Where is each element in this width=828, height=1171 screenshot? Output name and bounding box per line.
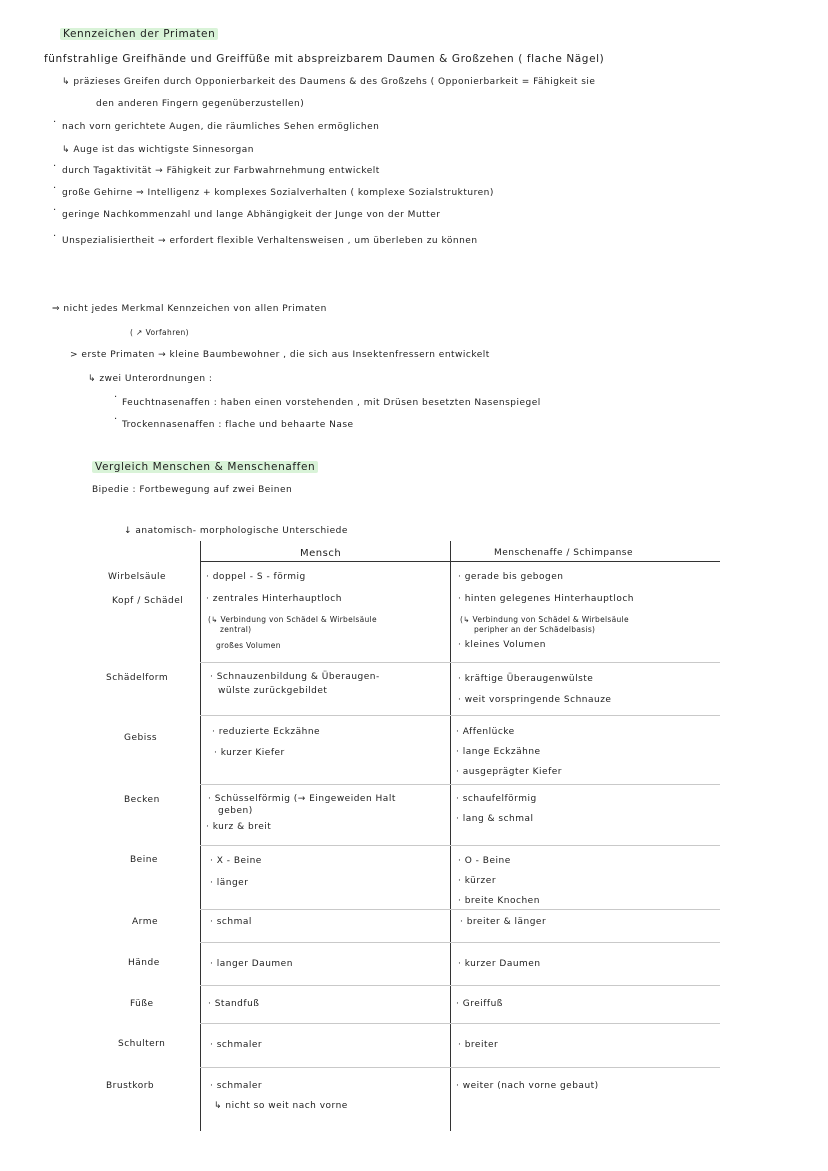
bullet-dot: · xyxy=(114,392,118,403)
notall-line5: Feuchtnasenaffen : haben einen vorstehenden , mit Drüsen besetzten Nasenspiegel xyxy=(122,398,541,408)
row-separator xyxy=(200,784,720,785)
cell-ape: · breiter & länger xyxy=(460,917,547,927)
cell-ape: · kurzer Daumen xyxy=(458,959,541,969)
row-separator xyxy=(200,715,720,716)
cell-human: · Standfuß xyxy=(208,999,260,1009)
cell-human: (↳ Verbindung von Schädel & Wirbelsäule xyxy=(208,615,377,624)
cell-ape: · O - Beine xyxy=(458,856,511,866)
col-header-ape: Menschenaffe / Schimpanse xyxy=(494,548,634,558)
cell-ape: · breiter xyxy=(458,1040,499,1050)
cell-ape: · hinten gelegenes Hinterhauptloch xyxy=(458,594,634,604)
cell-ape: (↳ Verbindung von Schädel & Wirbelsäule xyxy=(460,615,629,624)
cell-ape: · kleines Volumen xyxy=(458,640,546,650)
notall-line4: ↳ zwei Unterordnungen : xyxy=(88,374,213,384)
row-separator xyxy=(200,909,720,910)
row-label-schultern: Schultern xyxy=(118,1039,166,1049)
heading-comparison xyxy=(92,460,318,474)
cell-human: · kurz & breit xyxy=(206,822,272,832)
heading-primates xyxy=(60,27,218,41)
feature-5: geringe Nachkommenzahl und lange Abhängigkeit der Junge von der Mutter xyxy=(62,210,441,220)
row-separator xyxy=(200,1067,720,1068)
cell-human: wülste zurückgebildet xyxy=(218,686,328,696)
cell-human: großes Volumen xyxy=(216,641,281,650)
feature-2-note: ↳ Auge ist das wichtigste Sinnesorgan xyxy=(62,145,254,155)
cell-ape: · weiter (nach vorne gebaut) xyxy=(456,1081,599,1091)
col-header-human: Mensch xyxy=(300,548,342,559)
row-label-haende: Hände xyxy=(128,958,160,968)
row-label-fuesse: Füße xyxy=(130,999,154,1009)
cell-human: · schmaler xyxy=(210,1040,263,1050)
cell-human: · schmaler xyxy=(210,1081,263,1091)
feature-2: nach vorn gerichtete Augen, die räumliches Sehen ermöglichen xyxy=(62,122,380,132)
row-separator xyxy=(200,985,720,986)
notall-line6: Trockennasenaffen : flache und behaarte Nase xyxy=(122,420,354,430)
heading-comparison-text: Vergleich Menschen & Menschenaffen xyxy=(92,461,318,473)
heading-primates-text: Kennzeichen der Primaten xyxy=(60,28,218,40)
row-separator xyxy=(200,942,720,943)
cell-human: · Schüsselförmig (→ Eingeweiden Halt xyxy=(208,794,396,804)
row-label-gebiss: Gebiss xyxy=(124,733,158,743)
cell-human: · langer Daumen xyxy=(210,959,293,969)
cell-ape: · weit vorspringende Schnauze xyxy=(458,695,612,705)
table-intro: ↓ anatomisch- morphologische Unterschiede xyxy=(124,526,348,536)
row-separator xyxy=(200,845,720,846)
bullet-dot: · xyxy=(114,414,118,425)
cell-human: · doppel - S - förmig xyxy=(206,572,306,582)
cell-ape: · gerade bis gebogen xyxy=(458,572,564,582)
cell-ape: · ausgeprägter Kiefer xyxy=(456,767,562,777)
feature-6: Unspezialisiertheit → erfordert flexible Verhaltensweisen , um überleben zu können xyxy=(62,236,478,246)
feature-1-note: ↳ präzieses Greifen durch Opponierbarkeit des Daumens & des Großzehs ( Opponierbarkeit = Fähigkeit sie xyxy=(62,77,596,87)
bipedie-definition: Bipedie : Fortbewegung auf zwei Beinen xyxy=(92,485,293,495)
cell-human: zentral) xyxy=(220,625,252,634)
notall-line2: ( ↗ Vorfahren) xyxy=(130,328,190,337)
notall-line3: > erste Primaten → kleine Baumbewohner , die sich aus Insektenfressern entwickelt xyxy=(70,350,490,360)
cell-ape: peripher an der Schädelbasis) xyxy=(474,625,596,634)
bullet-dot: · xyxy=(53,183,57,194)
row-label-kopf: Kopf / Schädel xyxy=(112,596,184,606)
bullet-dot: · xyxy=(53,205,57,216)
row-label-becken: Becken xyxy=(124,795,160,805)
feature-1-note-cont: den anderen Fingern gegenüberzustellen) xyxy=(96,99,305,109)
cell-ape: · Affenlücke xyxy=(456,727,515,737)
row-label-brustkorb: Brustkorb xyxy=(106,1081,155,1091)
cell-ape: · kürzer xyxy=(458,876,497,886)
feature-3: durch Tagaktivität → Fähigkeit zur Farbwahrnehmung entwickelt xyxy=(62,166,380,176)
row-label-arme: Arme xyxy=(132,917,159,927)
notall-line1: ⇒ nicht jedes Merkmal Kennzeichen von allen Primaten xyxy=(52,304,327,314)
row-separator xyxy=(200,1023,720,1024)
cell-human: · reduzierte Eckzähne xyxy=(212,727,321,737)
row-label-schaedelform: Schädelform xyxy=(106,673,169,683)
row-label-beine: Beine xyxy=(130,855,158,865)
bullet-dot: · xyxy=(53,161,57,172)
cell-human: · länger xyxy=(210,878,249,888)
cell-ape: · kräftige Überaugenwülste xyxy=(458,674,594,684)
col-divider-mid xyxy=(450,541,451,1131)
cell-human: geben) xyxy=(218,806,253,816)
col-divider-left xyxy=(200,541,201,1131)
header-rule xyxy=(200,561,720,562)
cell-human: · X - Beine xyxy=(210,856,262,866)
cell-ape: · lang & schmal xyxy=(456,814,534,824)
feature-4: große Gehirne ⇒ Intelligenz + komplexes Sozialverhalten ( komplexe Sozialstrukturen) xyxy=(62,188,494,198)
cell-ape: · lange Eckzähne xyxy=(456,747,541,757)
bullet-dot: · xyxy=(53,231,57,242)
cell-human: · kurzer Kiefer xyxy=(214,748,285,758)
cell-human: · Schnauzenbildung & Überaugen- xyxy=(210,672,380,682)
cell-human: ↳ nicht so weit nach vorne xyxy=(214,1101,348,1111)
feature-1: fünfstrahlige Greifhände und Greiffüße mit abspreizbarem Daumen & Großzehen ( flache Nägel) xyxy=(44,53,605,65)
cell-ape: · Greiffuß xyxy=(456,999,503,1009)
cell-ape: · schaufelförmig xyxy=(456,794,537,804)
row-separator xyxy=(200,662,720,663)
cell-ape: · breite Knochen xyxy=(458,896,540,906)
cell-human: · zentrales Hinterhauptloch xyxy=(206,594,342,604)
bullet-dot: · xyxy=(53,117,57,128)
row-label-wirbelsaeule: Wirbelsäule xyxy=(108,572,167,582)
cell-human: · schmal xyxy=(210,917,252,927)
